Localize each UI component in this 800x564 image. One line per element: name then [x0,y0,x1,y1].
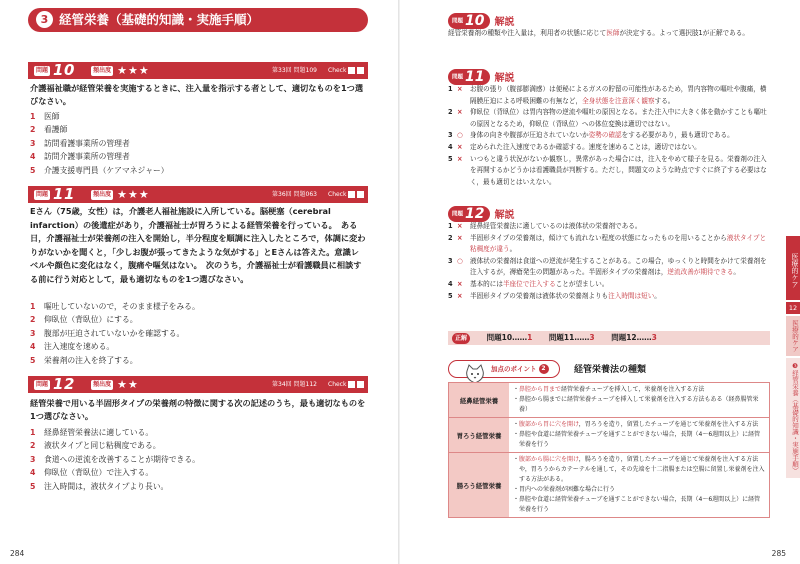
answer-body-12 [448,221,770,302]
side-tab-section: ❸経管栄養（基礎的知識・実施手順） [786,358,800,478]
option-item: 2 看護師 [30,125,68,135]
question-text: 介護福祉職が経管栄養を実施するときに、注入量を指示する者として、適切なものを1つ選びなさい。 [30,83,364,106]
option-item: 5 栄養剤の注入を終了する。 [30,355,138,365]
point-row: 経鼻経管栄養 ・鼻腔から胃まで経管栄養チューブを挿入して，栄養剤を注入する方法 ・鼻腔から腸までに経管栄養チューブを挿入して栄養剤を注入する方法もある（経鼻腸管栄養） [449,383,769,417]
point-row-label: 胃ろう経管栄養 [449,418,509,452]
point-row: 腸ろう経管栄養 ・腹部から腸に穴を開け，腸ろうを造り，留置したチューブを通じて栄養剤を注入する方法や，胃ろうからカテーテルを通して，その先端を十二指腸または空腸に留置し栄養剤を注入する方法がある。 ・胃内への栄養剤が困難な場合に行う ・鼻腔や食道に経管栄養チューブを通すことができない場合，長期（4〜6週間以上）に経管栄養を行う [449,452,769,517]
option-item: 3 訪問看護事業所の管理者 [30,138,130,148]
point-tab: 加点のポイント 2 [448,360,560,378]
check-boxes[interactable]: Check [328,186,368,220]
star-icon: ★★★ [117,64,150,77]
option-list [30,426,366,493]
option-item: 3 腹部が圧迫されていないかを確認する。 [30,328,185,338]
correct-answer-line: 正解 問題10……1 問題11……3 問題12……3 [448,331,770,345]
option-item: 4 注入速度を速める。 [30,342,115,352]
page-number: 284 [10,549,25,558]
answer-body-10 [448,28,770,40]
right-page [400,0,800,564]
answer-header-12: 問題 12 解説 [448,203,515,219]
option-item: 4 仰臥位（背臥位）で注入する。 [30,468,154,478]
point-row: 胃ろう経管栄養 ・腹部から胃に穴を開け，胃ろうを造り，留置したチューブを通じて栄養剤を注入する方法 ・鼻腔や食道に経管栄養チューブを通すことができない場合，長期（4〜6週間以上）に経管栄養を行う [449,417,769,452]
side-tab-number: 12 [786,302,800,314]
option-item: 3 食道への逆流を改善することが期待できる。 [30,454,200,464]
question-text: 経管栄養で用いる半固形タイプの栄養剤の特徴に関する次の記述のうち，最も適切なものを1つ選びなさい。 [30,398,366,421]
question-bar-12: 問題 12 頻出度 ★★ 第34回 問題112 Check [28,376,368,393]
side-tab-category[interactable]: 医療的ケア [786,236,800,300]
chapter-header [28,8,368,32]
chapter-number: 3 [36,11,53,28]
option-list [30,110,366,177]
check-boxes[interactable]: Check [328,376,368,410]
question-text: Eさん（75歳，女性）は，介護老人福祉施設に入所している。脳梗塞（cerebral infarction）の後遺症があり，介護福祉士が胃ろうによる経管栄養を行っている。 ある日，介護福祉士が栄養剤の注入を開始し，半分程度を順調に注入したところで，体調に変わりがないかを聞くと，「少しお腹が張ってきたような気がする」とEさんは答えた。意識レベルや顔色に変化はなく，腹痛や嘔気はない。 次のうち，介護福祉士が看護職員に相談する前に行う対応として，最も適切なものを1つ選びなさい。 [30,206,366,284]
option-item: 2 仰臥位（背臥位）にする。 [30,315,138,325]
explanation-row: 2 × 半固形タイプの栄養剤は，傾けても流れない程度の状態になったものを用いることから液状タイプと粘稠度が違う。 [448,233,767,254]
explanation-row: 1 × お腹の張り（腹部膨満感）は便秘によるガスの貯留の可能性があるため，胃内容物の嘔吐や腹痛，横隔膜圧迫による呼吸困難の有無など，全身状態を注意深く観察する。 [448,85,767,105]
question-source: 第33回 問題109 [272,67,317,74]
explanation-row: 1 × 経鼻経管栄養法に適しているのは液体状の栄養剤である。 [448,222,642,230]
option-item: 1 医師 [30,112,60,121]
chapter-title: 経管栄養（基礎的知識・実施手順） [59,12,260,27]
side-tab-sub: 医療的ケア [786,316,800,356]
answer-header-10: 問題 10 解説 [448,10,515,26]
explanation-row: 3 ○ 身体の向きや腹部が圧迫されていないか姿勢の確認をする必要があり，最も適切である。 [448,131,734,140]
explanation-row: 3 ○ 液体状の栄養剤は食道への逆流が発生することがある。この場合，ゆっくりと時間をかけて栄養剤を注入するが，褥瘡発生の問題があった。半固形タイプの栄養剤は，逆流改善が期待できる。 [448,256,767,277]
option-list [30,300,366,367]
explanation-row: 5 × 半固形タイプの栄養剤は液体状の栄養剤よりも注入時間は短い。 [448,291,661,300]
explanation-row: 2 × 仰臥位（背臥位）は胃内容物の逆流や嘔吐の原因となる。また注入中に大きく体を動かすことも嘔吐の原因となるため，仰臥位（背臥位）への体位変換は適切ではない。 [448,108,767,128]
option-item: 5 注入時間は，液状タイプより長い。 [30,481,169,491]
point-row-label: 腸ろう経管栄養 [449,453,509,517]
question-bar-10 [28,62,368,79]
star-icon: ★★ [117,378,139,391]
page-number: 285 [771,549,786,558]
star-icon: ★★★ [117,188,150,201]
explanation-row: 5 × いつもと違う状況がないか観察し，異常があった場合には，注入をやめて様子を見る。栄養剤の注入を再開するかどうかは看護職員が判断する。ただし，問題文のような時点ですぐに終了する必要はなく，最も適切とはいえない。 [448,154,767,186]
question-number: 10 [53,61,75,79]
answer-header-11: 問題 11 解説 [448,66,515,82]
frequency-label: 頻出度 [93,66,112,74]
explanation-row: 4 × 定められた注入速度であるか確認する。速度を速めることは，適切ではない。 [448,142,701,151]
option-item: 2 液状タイプと同じ粘稠度である。 [30,441,161,451]
point-header [448,354,770,380]
option-item: 1 嘔吐していないので，そのまま様子をみる。 [30,302,200,311]
answer-body-11 [448,84,770,188]
explanation-row: 経管栄養剤の種類や注入量は，利用者の状態に応じて医師が決定する。よって選択肢1が正解である。 [448,29,749,37]
point-title: 経管栄養法の種類 [574,365,647,375]
question-tag: 問題 [36,66,49,74]
point-row-label: 経鼻経管栄養 [449,383,509,417]
option-item: 1 経鼻経管栄養法に適している。 [30,428,154,437]
check-boxes[interactable]: Check [328,62,368,96]
option-item: 5 介護支援専門員（ケアマネジャー） [30,165,169,175]
option-item: 4 訪問介護事業所の管理者 [30,152,130,162]
explanation-row: 4 × 基本的には半座位で注入することが望ましい。 [448,279,609,288]
point-table [448,382,770,518]
question-bar-11: 問題 11 頻出度 ★★★ 第36回 問題063 Check [28,186,368,203]
